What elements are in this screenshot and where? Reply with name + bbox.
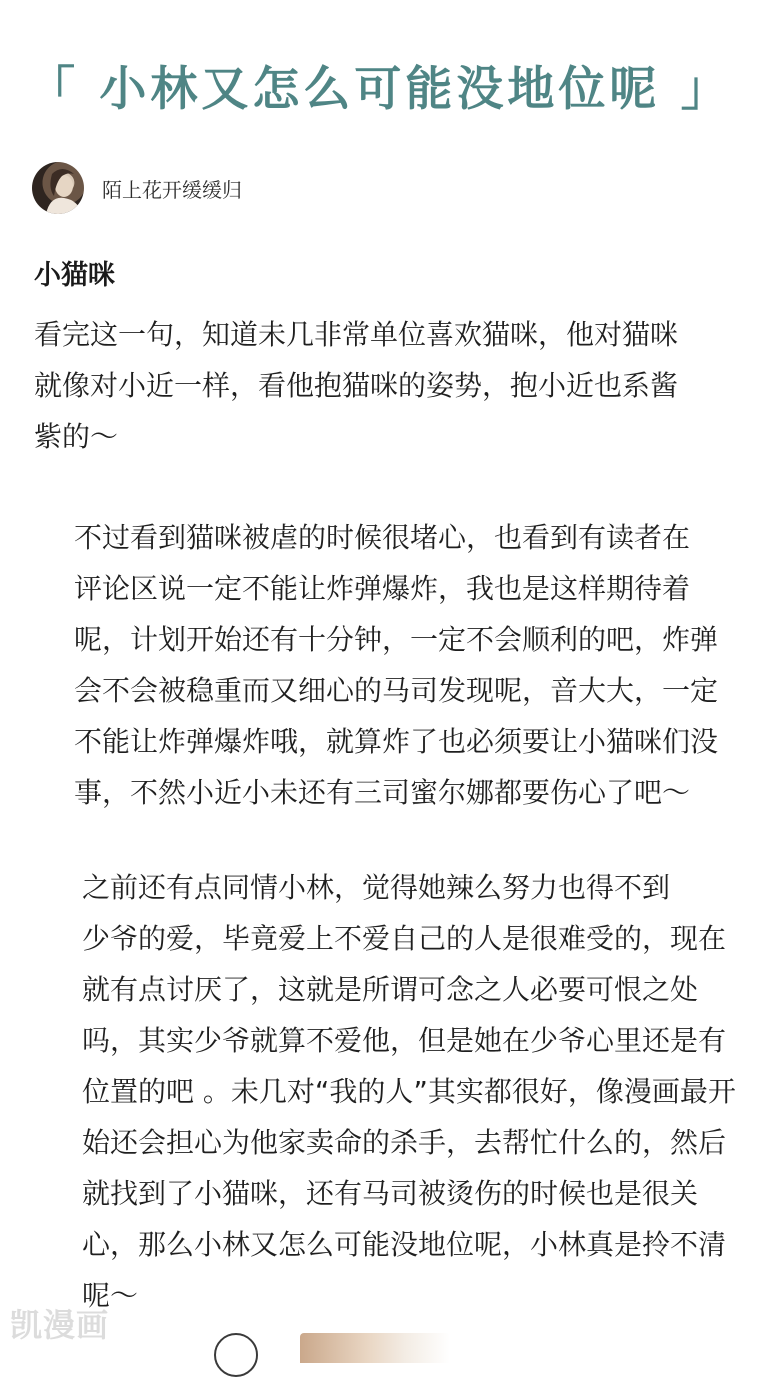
paragraph-line: 呢，计划开始还有十分钟，一定不会顺利的吧，炸弹 [74,623,719,656]
author-name[interactable]: 陌上花开缓缓归 [102,177,242,202]
cut-off-image [300,1333,450,1363]
watermark: 凯漫画 [10,1306,110,1344]
paragraph-line: 事，不然小近小未还有三司蜜尔娜都要伤心了吧～ [74,776,691,809]
paragraph-line: 位置的吧 。未几对“我的人”其实都很好，像漫画最开 [82,1075,736,1108]
paragraph-line: 吗，其实少爷就算不爱他，但是她在少爷心里还是有 [82,1024,727,1057]
paragraph-line: 评论区说一定不能让炸弹爆炸，我也是这样期待着 [74,572,691,605]
paragraph-line: 始还会担心为他家卖命的杀手，去帮忙什么的，然后 [82,1126,727,1159]
paragraph-line: 不能让炸弹爆炸哦，就算炸了也必须要让小猫咪们没 [74,725,719,758]
paragraph-2 [34,512,726,818]
paragraph-3 [34,862,736,1321]
avatar-portrait-icon [32,162,84,214]
paragraph-line: 就找到了小猫咪，还有马司被烫伤的时候也是很关 [82,1177,699,1210]
paragraph-line: 不过看到猫咪被虐的时候很堵心，也看到有读者在 [74,521,691,554]
paragraph-line: 就有点讨厌了，这就是所谓可念之人必要可恨之处 [82,973,699,1006]
paragraph-line: 就像对小近一样，看他抱猫咪的姿势，抱小近也系酱 [34,369,679,402]
paragraph-line: 呢～ [82,1279,139,1312]
paragraph-line: 之前还有点同情小林，觉得她辣么努力也得不到 [82,871,671,904]
paragraph-line: 看完这一句，知道未几非常单位喜欢猫咪，他对猫咪 [34,318,679,351]
section-heading: 小猫咪 [34,260,115,291]
article-title: 「 小林又怎么可能没地位呢 」 [28,62,732,117]
cut-off-circle-icon [214,1333,258,1377]
avatar[interactable] [32,162,84,214]
paragraph-1 [34,309,726,462]
paragraph-line: 会不会被稳重而又细心的马司发现呢，音大大，一定 [74,674,719,707]
author-row[interactable] [32,160,242,216]
paragraph-line: 少爷的爱，毕竟爱上不爱自己的人是很难受的，现在 [82,922,727,955]
paragraph-line: 紫的～ [34,420,119,453]
paragraph-line: 心，那么小林又怎么可能没地位呢，小林真是拎不清 [82,1228,727,1261]
